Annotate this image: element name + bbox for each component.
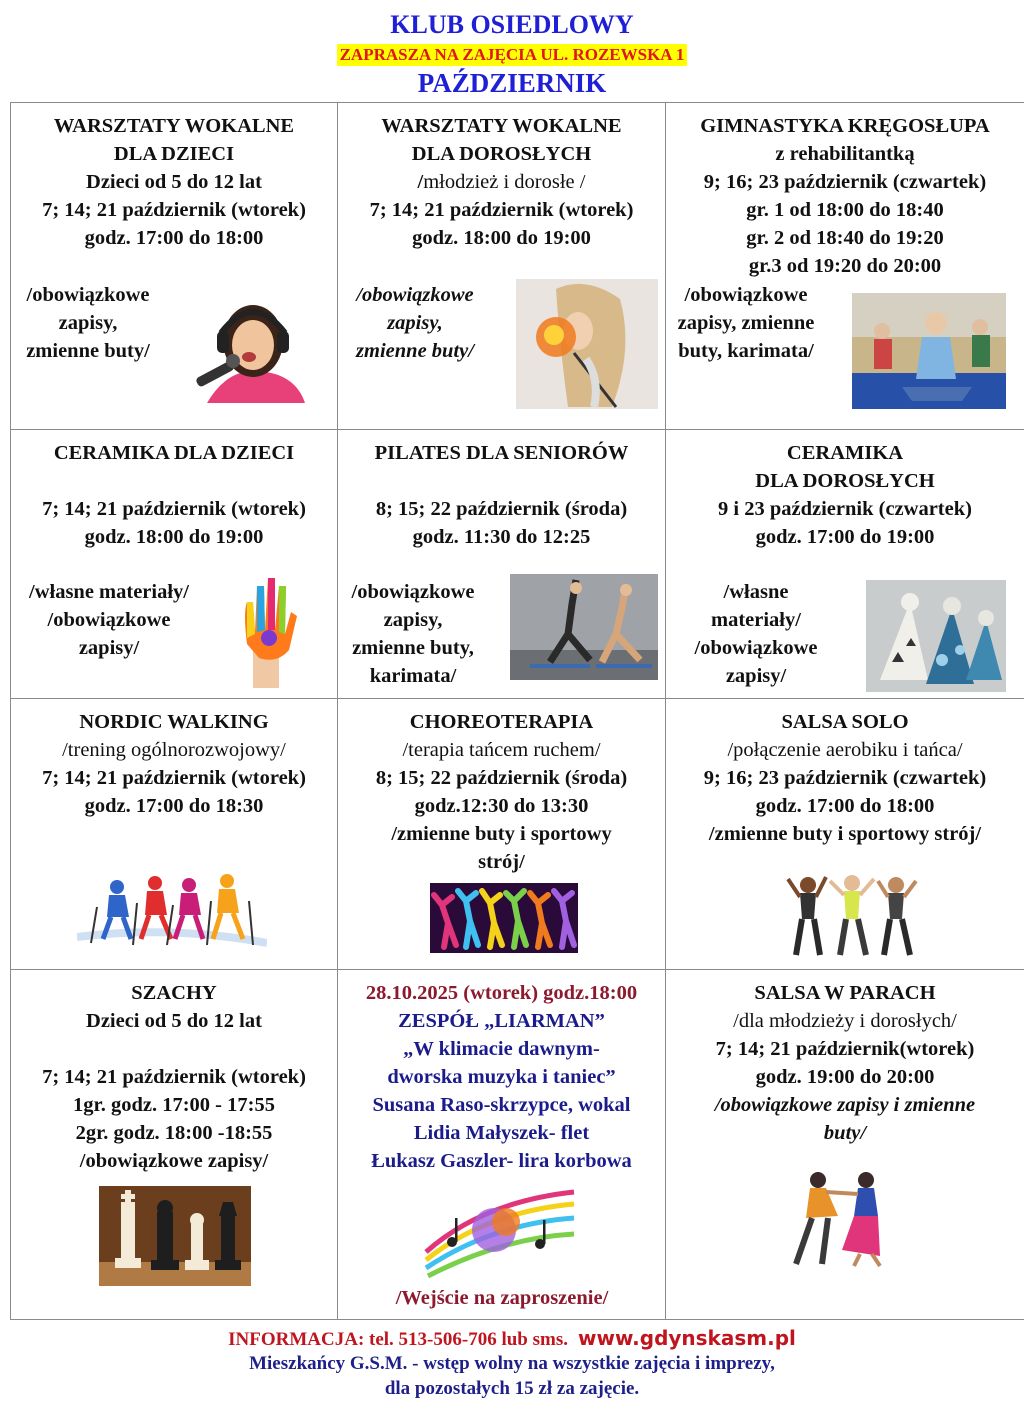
cell-concert bbox=[338, 970, 666, 1320]
class-note-2: strój/ bbox=[478, 851, 525, 873]
month-title: PAŹDZIERNIK bbox=[417, 68, 607, 98]
page-subtitle: ZAPRASZA NA ZAJĘCIA UL. ROZEWSKA 1 bbox=[337, 44, 688, 66]
class-note-2: buty/ bbox=[823, 1122, 867, 1144]
cell-salsa-solo bbox=[666, 699, 1024, 970]
class-title: CERAMIKA bbox=[786, 442, 904, 464]
footer-line-3: dla pozostałych 15 zł za zajęcie. bbox=[384, 1378, 640, 1399]
music-notes-image bbox=[422, 1182, 578, 1280]
footer-phone: INFORMACJA: tel. 513-506-706 lub sms. bbox=[228, 1329, 568, 1350]
cell-chess bbox=[11, 970, 338, 1320]
concert-line-5: Łukasz Gaszler- lira korbowa bbox=[371, 1150, 632, 1172]
class-sub: /połączenie aerobiku i tańca/ bbox=[727, 739, 963, 761]
class-dates: 8; 15; 22 październik (środa) bbox=[375, 498, 628, 520]
singer-image bbox=[516, 279, 658, 409]
cell-vocal-adults bbox=[338, 103, 666, 430]
class-title: PILATES DLA SENIORÓW bbox=[374, 442, 629, 464]
class-dates: 7; 14; 21 październik (wtorek) bbox=[369, 199, 634, 221]
page-title: KLUB OSIEDLOWY bbox=[390, 10, 634, 39]
class-group-1: 1gr. godz. 17:00 - 17:55 bbox=[73, 1094, 275, 1116]
class-title: NORDIC WALKING bbox=[79, 711, 269, 733]
class-time: godz. 17:00 do 18:30 bbox=[84, 795, 264, 817]
class-note-1: /obowiązkowe zapisy/ bbox=[79, 1150, 269, 1172]
cell-spine-gym bbox=[666, 103, 1024, 430]
class-note-4: karimata/ bbox=[369, 665, 457, 687]
cell-pilates bbox=[338, 430, 666, 699]
concert-invite: /Wejście na zaproszenie/ bbox=[395, 1287, 609, 1309]
class-title-2: DLA DOROSŁYCH bbox=[755, 470, 935, 492]
class-dates: 7; 14; 21 październik (wtorek) bbox=[42, 1066, 306, 1088]
concert-band: ZESPÓŁ „LIARMAN” bbox=[398, 1010, 605, 1032]
class-title: CHOREOTERAPIA bbox=[409, 711, 594, 733]
class-note-1: /obowiązkowe bbox=[351, 581, 475, 603]
class-title-2: DLA DZIECI bbox=[113, 143, 235, 165]
class-sub: młodzież i dorosłe / bbox=[423, 171, 586, 193]
pilates-image bbox=[510, 574, 658, 680]
class-time: godz. 11:30 do 12:25 bbox=[412, 526, 591, 548]
class-time: godz. 17:00 do 19:00 bbox=[755, 526, 935, 548]
class-dates: 7; 14; 21 październik (wtorek) bbox=[42, 199, 306, 221]
class-note-3: zapisy/ bbox=[78, 637, 140, 659]
cell-vocal-kids bbox=[11, 103, 338, 430]
cell-ceramics-adults bbox=[666, 430, 1024, 699]
ceramic-figures-image bbox=[866, 580, 1006, 692]
class-title: SALSA SOLO bbox=[781, 711, 909, 733]
website-link[interactable]: www.gdynskasm.pl bbox=[578, 1326, 796, 1350]
girl-singing-image bbox=[187, 299, 317, 403]
dancing-couple-image bbox=[782, 1166, 902, 1270]
zumba-dancers-image bbox=[784, 871, 920, 957]
class-note-1: /obowiązkowe bbox=[356, 284, 474, 306]
class-dates: 7; 14; 21 październik (wtorek) bbox=[42, 498, 306, 520]
class-sub-slash: / bbox=[417, 171, 424, 193]
painted-hand-image bbox=[237, 572, 299, 688]
class-note-1: /obowiązkowe bbox=[26, 284, 150, 306]
class-note-3: zmienne buty/ bbox=[356, 340, 474, 362]
class-title: SZACHY bbox=[131, 982, 217, 1004]
class-time: godz. 18:00 do 19:00 bbox=[412, 227, 591, 249]
class-time: godz. 17:00 do 18:00 bbox=[755, 795, 935, 817]
class-dates: 9; 16; 23 październik (czwartek) bbox=[703, 767, 987, 789]
class-note-3: buty, karimata/ bbox=[678, 340, 814, 362]
class-title: GIMNASTYKA KRĘGOSŁUPA bbox=[700, 115, 990, 137]
class-note-1: /własne bbox=[723, 581, 789, 603]
class-dates: 7; 14; 21 październik (wtorek) bbox=[42, 767, 306, 789]
class-title: CERAMIKA DLA DZIECI bbox=[53, 442, 295, 464]
class-note-1: /obowiązkowe bbox=[684, 284, 808, 306]
class-group-3: gr.3 od 19:20 do 20:00 bbox=[748, 255, 942, 277]
dancers-image bbox=[430, 883, 578, 953]
class-time: godz.12:30 do 13:30 bbox=[414, 795, 589, 817]
class-note-2: zapisy, zmienne bbox=[677, 312, 815, 334]
class-note-3: /obowiązkowe bbox=[694, 637, 818, 659]
concert-line-3: Susana Raso-skrzypce, wokal bbox=[372, 1094, 631, 1116]
footer-info bbox=[0, 1326, 1024, 1351]
class-title-2: DLA DOROSŁYCH bbox=[411, 143, 592, 165]
class-group-2: gr. 2 od 18:40 do 19:20 bbox=[746, 227, 944, 249]
footer-line-2: Mieszkańcy G.S.M. - wstęp wolny na wszystkie zajęcia i imprezy, bbox=[249, 1353, 775, 1374]
class-note-1: /zmienne buty i sportowy bbox=[391, 823, 612, 845]
class-sub: /terapia tańcem ruchem/ bbox=[402, 739, 601, 761]
class-dates: 9; 16; 23 październik (czwartek) bbox=[703, 171, 987, 193]
seniors-gym-image bbox=[852, 293, 1006, 409]
class-time: godz. 18:00 do 19:00 bbox=[84, 526, 264, 548]
nordic-walkers-image bbox=[77, 867, 267, 949]
schedule-grid bbox=[10, 102, 1024, 1320]
class-time: godz. 17:00 do 18:00 bbox=[84, 227, 264, 249]
class-note-2: zapisy, bbox=[383, 609, 443, 631]
class-sub: /trening ogólnorozwojowy/ bbox=[62, 739, 286, 761]
concert-line-4: Lidia Małyszek- flet bbox=[413, 1122, 590, 1144]
class-dates: 8; 15; 22 październik (środa) bbox=[375, 767, 628, 789]
class-dates: 9 i 23 październik (czwartek) bbox=[718, 498, 972, 520]
class-note-2: /obowiązkowe bbox=[47, 609, 171, 631]
class-note-3: zmienne buty, bbox=[352, 637, 474, 659]
class-group-2: 2gr. godz. 18:00 -18:55 bbox=[75, 1122, 273, 1144]
chess-pieces-image bbox=[99, 1186, 251, 1286]
class-note-3: zmienne buty/ bbox=[26, 340, 150, 362]
cell-salsa-pairs bbox=[666, 970, 1024, 1320]
class-sub: /dla młodzieży i dorosłych/ bbox=[733, 1010, 957, 1032]
class-title: WARSZTATY WOKALNE bbox=[381, 115, 622, 137]
class-time: godz. 19:00 do 20:00 bbox=[755, 1066, 935, 1088]
class-age: Dzieci od 5 do 12 lat bbox=[86, 171, 262, 193]
class-note-1: /własne materiały/ bbox=[29, 581, 189, 603]
class-note-2: materiały/ bbox=[711, 609, 801, 631]
class-title: WARSZTATY WOKALNE bbox=[53, 115, 295, 137]
cell-ceramics-kids bbox=[11, 430, 338, 699]
cell-nordic bbox=[11, 699, 338, 970]
cell-choreo bbox=[338, 699, 666, 970]
class-age: Dzieci od 5 do 12 lat bbox=[86, 1010, 262, 1032]
class-note-1: /obowiązkowe zapisy i zmienne bbox=[714, 1094, 976, 1116]
class-note-4: zapisy/ bbox=[725, 665, 787, 687]
concert-date: 28.10.2025 (wtorek) godz.18:00 bbox=[365, 982, 638, 1004]
class-title-2: z rehabilitantką bbox=[775, 143, 915, 165]
class-group-1: gr. 1 od 18:00 do 18:40 bbox=[746, 199, 944, 221]
concert-line-2: dworska muzyka i taniec” bbox=[387, 1066, 616, 1088]
class-note-1: /zmienne buty i sportowy strój/ bbox=[708, 823, 982, 845]
class-title: SALSA W PARACH bbox=[754, 982, 936, 1004]
concert-line-1: „W klimacie dawnym- bbox=[403, 1038, 600, 1060]
class-note-2: zapisy, bbox=[58, 312, 118, 334]
class-dates: 7; 14; 21 październik(wtorek) bbox=[715, 1038, 975, 1060]
class-note-2: zapisy, bbox=[387, 312, 443, 334]
